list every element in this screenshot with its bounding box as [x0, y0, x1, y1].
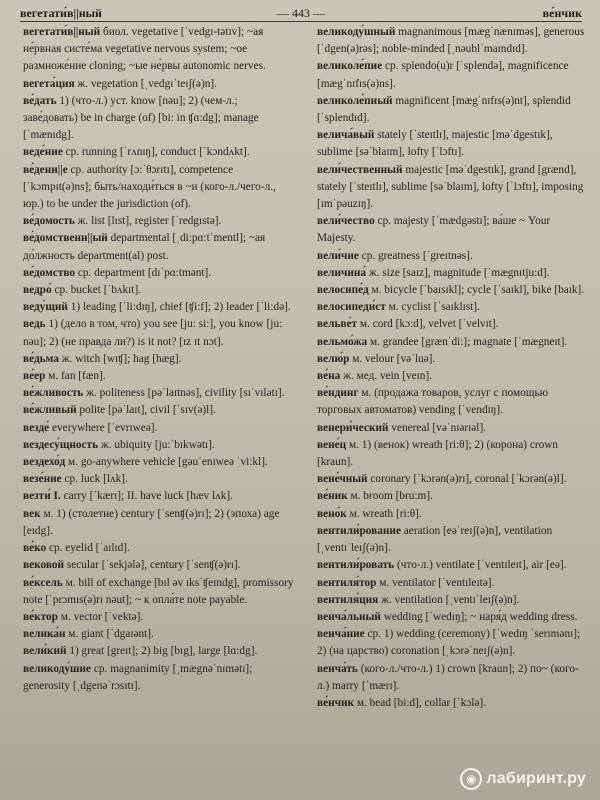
dictionary-entry [317, 471, 585, 488]
entry-headword: велича́вый [317, 129, 375, 142]
entry-definition: м. ventilator [ˈventɪleɪtə]. [376, 576, 495, 589]
entry-headword: вековой [23, 559, 65, 572]
entry-headword: великоле́пие [317, 60, 383, 73]
entry-definition: ср. splendo(u)r [ˈsplendə], magnificence [mægˈnɪfɪs(ə)ns]. [317, 60, 569, 90]
entry-definition: ж. list [lɪst], register [ˈredgɪstə]. [74, 215, 222, 228]
entry-definition: м. cord [kɔ:d], velvet [ˈvelvɪt]. [357, 318, 499, 331]
dictionary-entry [317, 385, 585, 419]
entry-definition: м. giant [ˈdgaɪənt]. [65, 628, 154, 641]
dictionary-entry [23, 557, 295, 574]
entry-headword: ве́ер [23, 370, 46, 383]
dictionary-entry [317, 351, 585, 368]
entry-headword: великоду́шие [23, 662, 92, 675]
dictionary-entry [317, 24, 585, 58]
dictionary-entry [23, 93, 295, 145]
entry-headword: ве́дени||е [23, 163, 68, 176]
entry-definition: 1) great [greɪt]; 2) big [bɪg], large [lɑ:dg]. [66, 645, 258, 658]
entry-definition: ж. ubiquity [ju:ˈbɪkwətɪ]. [98, 438, 215, 451]
entry-definition: departmental [ˌdi:pɑ:tˈmentl]; ~ая до́лжность department(al) post. [23, 232, 266, 262]
entry-definition: м. velour [vəˈluə]. [349, 352, 436, 365]
entry-headword: ве́дать [23, 94, 57, 107]
entry-definition: ср. eyelid [ˈaɪlɪd]. [46, 542, 130, 555]
entry-headword: величина́ [317, 266, 366, 279]
entry-definition: stately [ˈsteɪtlɪ], majestic [məˈdgestɪk], sublime [səˈblaɪm], lofty [ˈlɔftɪ]. [317, 129, 553, 159]
dictionary-entry [317, 93, 585, 127]
entry-headword: ве́домость [23, 215, 75, 228]
dictionary-entry [317, 557, 585, 574]
dictionary-entry [317, 592, 585, 609]
entry-definition: м. vector [ˈvektə]. [57, 610, 144, 623]
entry-headword: вели́чество [317, 215, 375, 228]
entry-headword: ве́домство [23, 266, 76, 279]
entry-definition: secular [ˈsekjələ], century [ˈsenʧ(ə)rɪ]. [64, 559, 241, 572]
dictionary-entry [23, 643, 295, 660]
entry-headword: ве́дьма [23, 352, 59, 365]
dictionary-entry [317, 162, 585, 214]
dictionary-entry [317, 695, 585, 712]
entry-definition: м. cyclist [ˈsaɪklɪst]. [385, 301, 480, 314]
dictionary-entry [317, 523, 585, 557]
dictionary-entry [317, 127, 585, 161]
watermark [460, 768, 586, 790]
entry-definition: aeration [eəˈreɪʃ(ə)n], ventilation [ˌventɪˈleɪʃ(ə)n]. [317, 524, 553, 555]
dictionary-entry [23, 626, 295, 643]
entry-headword: ве́нчик [317, 696, 355, 709]
entry-headword: веде́ние [23, 146, 63, 159]
dictionary-entry [317, 626, 585, 660]
dictionary-entry [317, 368, 585, 385]
entry-headword: венча́ть [317, 662, 358, 675]
entry-headword: ве́на [317, 370, 341, 383]
entry-headword: вельмо́жа [317, 335, 368, 348]
entry-definition: 1) (что-л.) уст. know [nəu]; 2) (чем-л.; заве́довать) be in charge (of) [bi: in ʧɑ:dg]; manage [ˈmænɪdg]. [23, 94, 259, 142]
entry-headword: венча́льный [317, 610, 381, 623]
dictionary-entry [23, 368, 295, 385]
entry-definition: м. bead [bi:d], collar [ˈkɔlə]. [354, 696, 486, 709]
left-column [23, 24, 295, 695]
entry-headword: вентиля́ция [317, 593, 379, 606]
entry-headword: ведь [23, 318, 46, 331]
dictionary-entry [317, 213, 585, 247]
entry-definition: м. wreath [ri:θ]. [346, 507, 422, 520]
entry-definition: ср. running [ˈrʌnɪŋ], conduct [ˈkɔndʌkt]. [62, 146, 250, 159]
entry-definition: м. (продажа товаров, услуг с помощью торговых автоматов) vending [ˈvendɪŋ]. [317, 387, 549, 417]
dictionary-entry [23, 144, 295, 161]
entry-headword: вено́к [317, 507, 347, 520]
entry-headword: везе́ние [23, 473, 62, 486]
page-number: — 443 — [277, 6, 325, 20]
entry-definition: ср. bucket [ˈbʌkɪt]. [51, 284, 142, 297]
entry-definition: ж. politeness [pəˈlaɪtnəs], civility [sɪˈvɪlətɪ]. [83, 387, 285, 400]
entry-definition: ср. authority [ɔ:ˈθɔrɪtɪ], competence [ˈkɔmpɪt(ə)ns]; быть/находи́ться в ~и (кого-л./чего-л., юр.) to be under the jurisdiction (of). [23, 163, 276, 211]
dictionary-entry [317, 299, 585, 316]
dictionary-entry [317, 58, 585, 92]
entry-headword: велосипе́д [317, 284, 369, 297]
entry-headword: веду́щий [23, 301, 68, 314]
entry-definition: м. go-anywhere vehicle [gəuˈenɪweə ˈvi:kl]. [65, 456, 268, 469]
entry-definition: м. fan [fæn]. [45, 370, 106, 383]
entry-definition: magnificent [mægˈnɪfɪs(ə)nt], splendid [ˈsplendɪd]. [317, 94, 571, 125]
dictionary-entry [23, 351, 295, 368]
entry-definition: ср. department [dɪˈpɑ:tmənt]. [75, 266, 212, 279]
entry-headword: ве́домственн||ый [23, 232, 108, 245]
dictionary-entry [23, 385, 295, 402]
dictionary-entry [317, 248, 585, 265]
entry-headword: везде́ [23, 421, 50, 434]
dictionary-entry [23, 299, 295, 316]
dictionary-entry [23, 316, 295, 350]
entry-headword: ве́жливость [23, 387, 84, 400]
entry-headword: вене́ц [317, 438, 347, 451]
entry-definition: ж. ventilation [ˌventɪˈleɪʃ(ə)n]. [378, 593, 520, 606]
entry-headword: венча́ние [317, 628, 365, 641]
dictionary-entry [23, 402, 295, 419]
entry-definition: м. broom [bru:m]. [347, 490, 433, 503]
entry-headword: вегета́ция [23, 77, 75, 90]
dictionary-entry [317, 488, 585, 505]
entry-headword: ведро́ [23, 284, 52, 297]
entry-headword: ве́ктор [23, 610, 58, 623]
dictionary-entry [23, 575, 295, 609]
entry-definition: биол. vegetative [ˈvedgɪ-tətɪv]; ~ая не́рвная систе́ма vegetative nervous system; ~ое размноже́ние cloning; ~ые не́рвы autonomic nerves. [23, 26, 266, 73]
watermark-text: лабиринт.ру [486, 770, 586, 787]
entry-definition: м. bill of exchange [bɪl əv ɪksˈʧeɪndg], promissory note [ˈprɔmɪs(ə)rɪ nəut]; ~ к опла́те note payable. [23, 576, 294, 606]
entry-headword: вентили́ровать [317, 559, 395, 572]
dictionary-entry [23, 540, 295, 557]
entry-headword: вездехо́д [23, 456, 66, 469]
entry-headword: ве́жливый [23, 404, 77, 417]
entry-headword: вентили́рование [317, 524, 401, 537]
entry-definition: м. bicycle [ˈbaɪsɪkl]; cycle [ˈsaɪkl], bike [baɪk]. [368, 284, 585, 297]
dictionary-entry [23, 506, 295, 540]
dictionary-entry [23, 661, 295, 695]
dictionary-entry [23, 76, 295, 93]
dictionary-entry [23, 24, 295, 76]
dictionary-entry [317, 437, 585, 471]
dictionary-entry [23, 437, 295, 454]
dictionary-entry [317, 316, 585, 333]
dictionary-entry [317, 420, 585, 437]
entry-definition: м. 1) (венок) wreath [ri:θ]; 2) (корона) crown [kraun]. [317, 438, 559, 469]
entry-headword: венери́ческий [317, 421, 389, 434]
dictionary-entry [317, 609, 585, 626]
entry-definition: ср. majesty [ˈmædgəstɪ]; ва́ше ~ Your Majesty. [317, 215, 551, 245]
entry-headword: вегетати́в||ный [23, 26, 101, 38]
dictionary-entry [23, 265, 295, 282]
dictionary-entry [317, 334, 585, 351]
entry-definition: carry [ˈkærɪ]; II. have luck [hæv lʌk]. [60, 490, 233, 503]
entry-definition: magnanimous [mægˈnænɪməs], generous [ˈdgen(ə)rəs]; noble-minded [ˌnəublˈmaɪndɪd]. [317, 26, 585, 56]
header-rule [20, 21, 582, 22]
entry-headword: ве́ник [317, 490, 348, 503]
entry-definition: ж. мед. vein [veɪn]. [340, 370, 433, 383]
dictionary-entry [23, 162, 295, 214]
entry-definition: everywhere [ˈevrɪweə]. [49, 421, 158, 434]
entry-headword: вентиля́тор [317, 576, 377, 589]
entry-definition: venereal [vəˈnɪərɪəl]. [388, 421, 487, 434]
labyrinth-logo-icon: ◉ [460, 768, 482, 790]
entry-headword: вельве́т [317, 318, 358, 331]
header-left-guide-word: вегетати́в||ный [20, 6, 102, 20]
dictionary-entry [317, 575, 585, 592]
dictionary-entry [23, 609, 295, 626]
entry-definition: ср. magnanimity [ˌmægnəˈnɪmətɪ]; generosity [ˌdgenəˈrɔsɪtɪ]. [23, 662, 253, 692]
entry-definition: 1) (дело в том, что) you see [ju: si:], you know [ju: nəu]; 2) (не правда ли?) is it not? [ɪz ɪt nɔt]. [23, 318, 283, 348]
entry-definition: 1) leading [ˈli:dɪŋ], chief [ʧi:f]; 2) leader [ˈli:də]. [67, 301, 291, 314]
dictionary-entry [23, 488, 295, 505]
entry-headword: вели́чие [317, 249, 359, 262]
entry-definition: polite [pəˈlaɪt], civil [ˈsɪv(ə)l]. [76, 404, 216, 417]
entry-definition: ср. luck [lʌk]. [61, 473, 128, 486]
right-column [317, 24, 585, 712]
running-header [20, 6, 582, 20]
entry-definition: ж. size [saɪz], magnitude [ˈmægnɪtju:d]. [366, 266, 550, 279]
entry-headword: велю́р [317, 352, 350, 365]
dictionary-entry [23, 230, 295, 264]
entry-definition: ср. 1) wedding (ceremony) [ˈwedɪŋ ˈserɪmənɪ]; 2) (на царство) coronation [ˌkɔrəˈneɪʃ(ə)n]. [317, 628, 581, 658]
entry-headword: везти́ I. [23, 490, 61, 503]
entry-definition: (что-л.) ventilate [ˈventɪleɪt], air [eə]. [394, 559, 567, 572]
entry-definition: ж. witch [wɪʧ]; hag [hæg]. [58, 352, 182, 365]
entry-definition: ж. vegetation [ˌvedgɪˈteɪʃ(ə)n]. [74, 77, 217, 90]
dictionary-entry [317, 265, 585, 282]
entry-headword: ве́ндинг [317, 387, 359, 400]
entry-definition: м. grandee [grænˈdi:]; magnate [ˈmægneɪt]. [367, 335, 568, 348]
entry-headword: велосипеди́ст [317, 301, 386, 314]
entry-definition: coronary [ˈkɔrən(ə)rɪ], coronal [ˈkɔrən(ə)l]. [367, 473, 567, 486]
entry-headword: вездесу́щность [23, 438, 99, 451]
entry-headword: великоле́пный [317, 94, 393, 107]
dictionary-entry [23, 213, 295, 230]
entry-definition: majestic [məˈdgestɪk], grand [grænd], stately [ˈsteɪtlɪ], sublime [səˈblaɪm], lofty [ˈlɔftɪ], imposing [ɪmˈpəuzɪŋ]. [317, 163, 584, 211]
entry-definition: wedding [ˈwedɪŋ]; ~ наря́д wedding dress. [380, 610, 578, 623]
dictionary-entry [23, 454, 295, 471]
dictionary-entry [317, 506, 585, 523]
entry-headword: ве́ксель [23, 576, 63, 589]
entry-definition: м. 1) (столетие) century [ˈsenʧ(ə)rɪ]; 2) (эпоха) age [eɪdg]. [23, 507, 280, 537]
dictionary-entry [23, 282, 295, 299]
entry-headword: век [23, 507, 41, 520]
entry-definition: (кого-л./что-л.) 1) crown [kraun]; 2) по~ (кого-л.) marry [ˈmærɪ]. [317, 662, 579, 692]
entry-definition: ср. greatness [ˈgreɪtnəs]. [358, 249, 473, 262]
dictionary-entry [23, 420, 295, 437]
entry-headword: вели́кий [23, 645, 67, 658]
entry-headword: вене́чный [317, 473, 368, 486]
dictionary-entry [317, 661, 585, 695]
dictionary-entry [23, 471, 295, 488]
header-right-guide-word: ве́нчик [542, 6, 582, 20]
dictionary-entry [317, 282, 585, 299]
entry-headword: велика́н [23, 628, 66, 641]
entry-headword: великоду́шный [317, 26, 396, 38]
entry-headword: ве́ко [23, 542, 47, 555]
entry-headword: вели́чественный [317, 163, 403, 176]
